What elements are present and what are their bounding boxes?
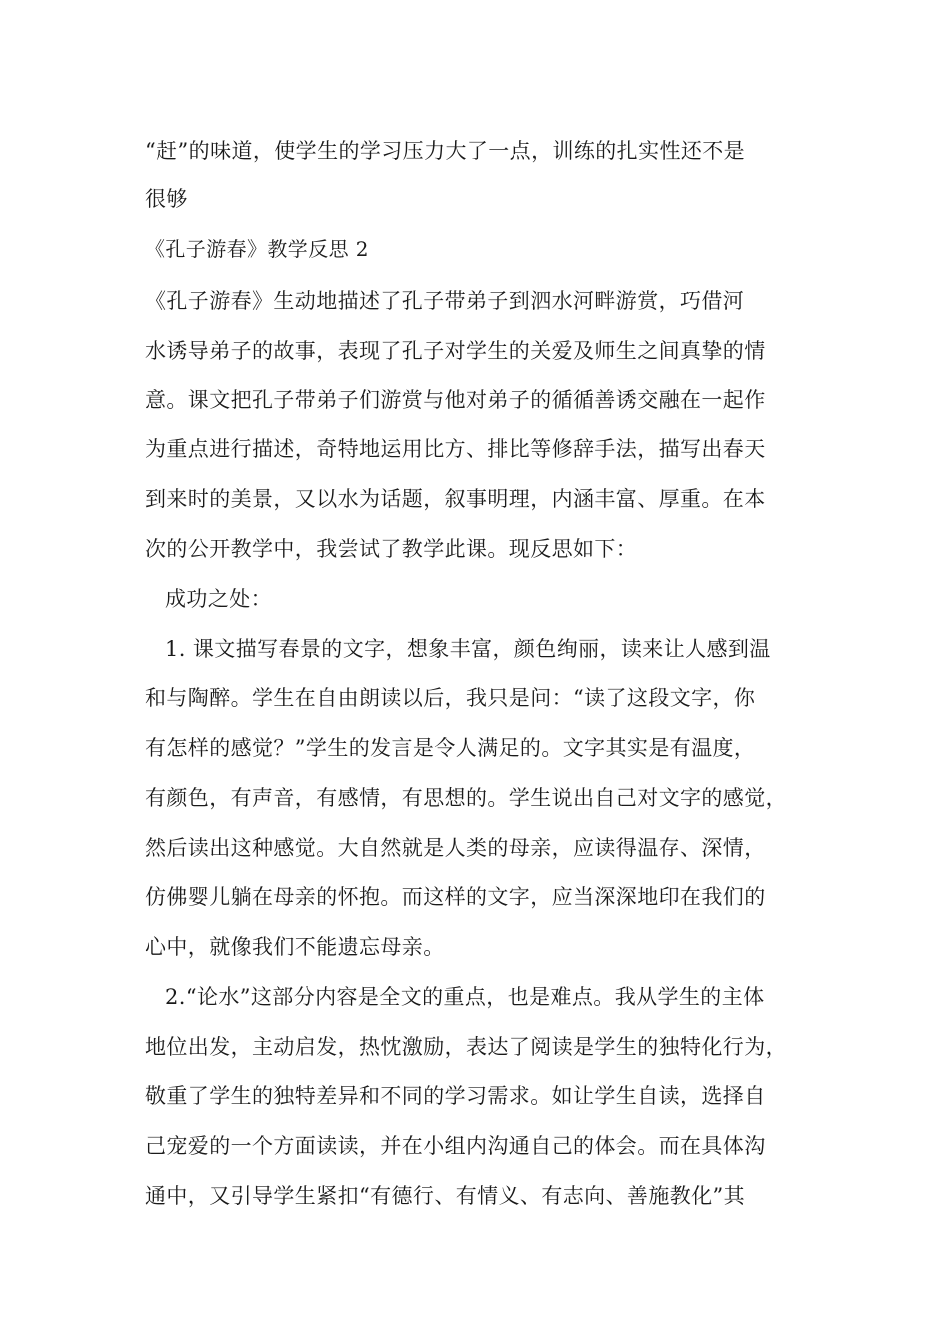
text-line-continuation-1: “赶”的味道，使学生的学习压力大了一点，训练的扎实性还不是	[145, 139, 746, 163]
paragraph-line: 《孔子游春》生动地描述了孔子带弟子到泗水河畔游赏，巧借河	[145, 289, 745, 313]
subheading-success: 成功之处：	[165, 587, 272, 611]
paragraph-line: 地位出发，主动启发，热忱激励，表达了阅读是学生的独特化行为，	[145, 1035, 787, 1059]
paragraph-line: 己宠爱的一个方面读读，并在小组内沟通自己的体会。而在具体沟	[145, 1134, 766, 1158]
paragraph-line: 然后读出这种感觉。大自然就是人类的母亲，应读得温存、深情，	[145, 836, 766, 860]
list-item-2-line: 2.“论水”这部分内容是全文的重点，也是难点。我从学生的主体	[165, 985, 765, 1009]
paragraph-line: 到来时的美景，又以水为话题，叙事明理，内涵丰富、厚重。在本	[145, 487, 766, 511]
paragraph-line: 仿佛婴儿躺在母亲的怀抱。而这样的文字，应当深深地印在我们的	[145, 885, 766, 909]
paragraph-line: 次的公开教学中，我尝试了教学此课。现反思如下：	[145, 537, 638, 561]
paragraph-line: 心中，就像我们不能遗忘母亲。	[145, 935, 445, 959]
list-item-1-line: 1. 课文描写春景的文字，想象丰富，颜色绚丽，读来让人感到温	[165, 637, 771, 661]
paragraph-line: 为重点进行描述，奇特地运用比方、排比等修辞手法，描写出春天	[145, 437, 766, 461]
paragraph-line: 水诱导弟子的故事，表现了孔子对学生的关爱及师生之间真挚的情	[145, 339, 766, 363]
paragraph-line: 有颜色，有声音，有感情，有思想的。学生说出自己对文字的感觉，	[145, 786, 787, 810]
paragraph-line: 有怎样的感觉？”学生的发言是令人满足的。文字其实是有温度，	[145, 736, 756, 760]
paragraph-line: 敬重了学生的独特差异和不同的学习需求。如让学生自读，选择自	[145, 1084, 766, 1108]
paragraph-line: 通中，又引导学生紧扣“有德行、有情义、有志向、善施教化”其	[145, 1184, 746, 1208]
paragraph-line: 和与陶醉。学生在自由朗读以后，我只是问：“读了这段文字，你	[145, 686, 756, 710]
paragraph-line: 意。课文把孔子带弟子们游赏与他对弟子的循循善诱交融在一起作	[145, 388, 766, 412]
section-heading: 《孔子游春》教学反思 2	[145, 237, 369, 261]
text-line-continuation-2: 很够	[145, 187, 188, 211]
